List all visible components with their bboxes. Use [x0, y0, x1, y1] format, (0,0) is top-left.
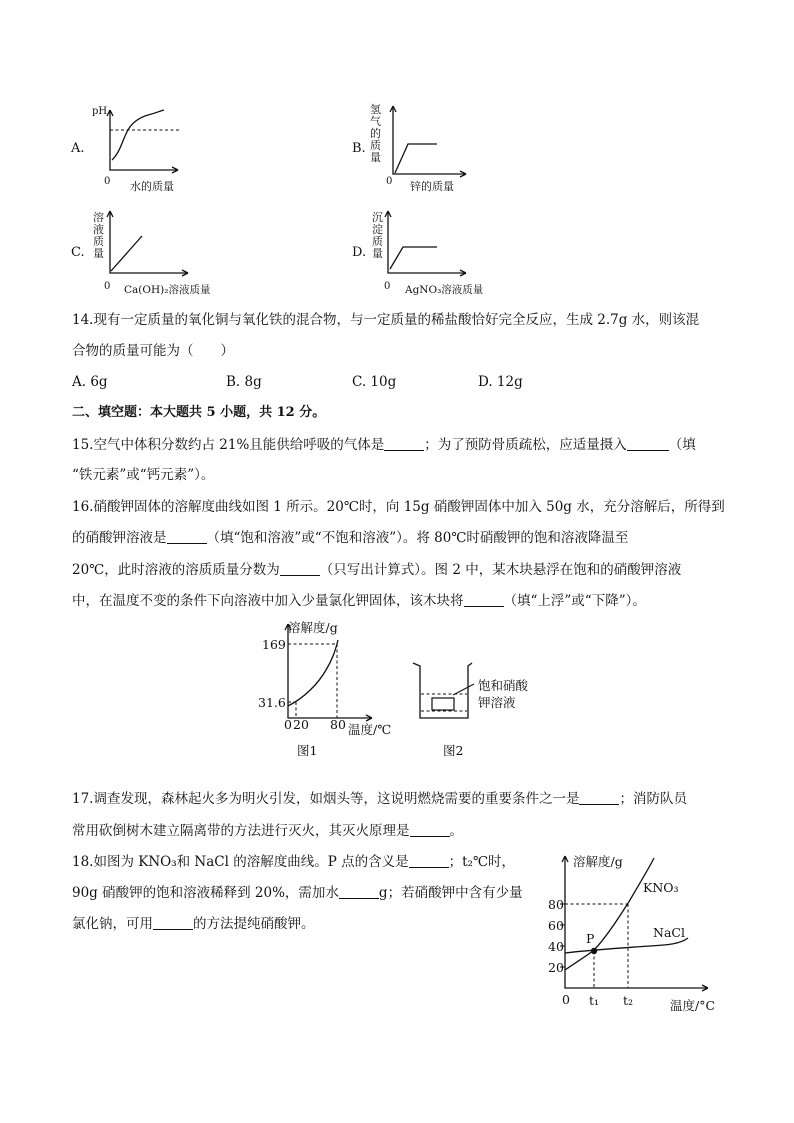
fig1-caption: 图1 — [297, 743, 318, 758]
q14-line2: 合物的质量可能为（ ） — [72, 343, 234, 359]
fig2-caption: 图2 — [443, 743, 464, 758]
q18-series-kno3: KNO₃ — [643, 880, 679, 895]
graph-a-y-label: pH — [92, 106, 108, 117]
q16-blank-2[interactable] — [280, 562, 320, 576]
graph-b-svg — [380, 100, 480, 185]
fig1-x-tick-20: 20 — [293, 717, 309, 732]
q18-origin: 0 — [562, 992, 570, 1007]
q15-blank-1[interactable] — [384, 437, 424, 451]
fig2-label-line2: 钾溶液 — [478, 695, 516, 710]
q18-blank-1[interactable] — [409, 854, 449, 868]
q18-y-title: 溶解度/g — [573, 854, 623, 869]
fig1-y-tick-169: 169 — [262, 637, 286, 652]
q18-blank-2[interactable] — [339, 885, 379, 899]
q16-line2 — [72, 529, 628, 547]
q18-x-tick-t1: t₁ — [589, 993, 600, 1008]
q18-point-p: P — [586, 931, 595, 946]
q18-y-tick-20: 20 — [548, 960, 564, 975]
q18-text-2a: 90g 硝酸钾的饱和溶液稀释到 20%，需加水 — [72, 885, 339, 901]
q16-text-3a: 20℃，此时溶液的溶质质量分数为 — [72, 562, 280, 578]
q14-choice-a[interactable]: A. 6g — [72, 374, 108, 390]
q18-series-nacl: NaCl — [653, 925, 685, 940]
fig1-svg — [280, 620, 390, 730]
fig1-x-tick-0: 0 — [284, 717, 292, 732]
q16-blank-3[interactable] — [464, 593, 504, 607]
graph-b-x-label: 锌的质量 — [410, 180, 454, 193]
q16-text-4a: 中，在温度不变的条件下向溶液中加入少量氯化钾固体，该木块将 — [72, 593, 464, 609]
q18-text-2b: g；若硝酸钾中含有少量 — [378, 885, 523, 901]
q18-y-tick-40: 40 — [548, 939, 564, 954]
q16-line1: 16.硝酸钾固体的溶解度曲线如图 1 所示。20℃时，向 15g 硝酸钾固体中加入 50g 水，充分溶解后，所得到 — [72, 499, 725, 515]
graph-a-origin: 0 — [104, 176, 111, 187]
q14-choice-c[interactable]: C. 10g — [352, 374, 397, 390]
q18-x-tick-t2: t₂ — [623, 993, 634, 1008]
q18-y-tick-80: 80 — [548, 897, 564, 912]
q16-blank-1[interactable] — [167, 530, 207, 544]
graph-b-y-label: 氢气的质量 — [370, 103, 381, 164]
graph-c-origin: 0 — [104, 281, 111, 292]
q14-choice-d[interactable]: D. 12g — [478, 374, 523, 390]
fig2-beaker-svg — [408, 658, 488, 728]
q17-text-1a: 17.调查发现，森林起火多为明火引发，如烟头等，这说明燃烧需要的重要条件之一是 — [72, 791, 580, 807]
q16-line4 — [72, 592, 646, 610]
fig1-x-tick-80: 80 — [330, 717, 346, 732]
q16-text-2a: 的硝酸钾溶液是 — [72, 530, 167, 546]
q15-text-b: ；为了预防骨质疏松，应适量摄入 — [424, 437, 627, 453]
q15-line1 — [72, 436, 696, 454]
q16-text-3b: （只写出计算式）。图 2 中，某木块悬浮在饱和的硝酸钾溶液 — [319, 562, 682, 578]
q17-text-2b: 。 — [449, 823, 463, 839]
q15-line2: “铁元素”或“钙元素”）。 — [72, 467, 215, 483]
q18-line2 — [72, 884, 523, 902]
graph-c-svg — [104, 205, 204, 285]
fig1-x-title: 温度/℃ — [348, 722, 392, 737]
q17-text-2a: 常用砍倒树木建立隔离带的方法进行灭火，其灭火原理是 — [72, 823, 410, 839]
q18-line1 — [72, 853, 515, 871]
graph-d-svg — [382, 205, 482, 285]
option-b-letter: B. — [352, 141, 366, 156]
q18-x-title: 温度/°C — [670, 998, 716, 1013]
q15-text-c: （填 — [668, 437, 696, 453]
fig1-y-tick-31.6: 31.6 — [258, 695, 286, 710]
graph-a-x-label: 水的质量 — [130, 180, 174, 193]
q18-text-1b: ；t₂℃时， — [448, 854, 516, 870]
q18-line3 — [72, 915, 315, 933]
q17-blank-2[interactable] — [410, 823, 450, 837]
option-d-letter: D. — [352, 245, 367, 260]
section-heading: 二、填空题：本大题共 5 小题，共 12 分。 — [72, 405, 326, 420]
q18-text-1a: 18.如图为 KNO₃和 NaCl 的溶解度曲线。P 点的含义是 — [72, 854, 409, 870]
q17-line2 — [72, 822, 463, 840]
fig1-y-title: 溶解度/g — [288, 620, 338, 635]
graph-d-x-label: AgNO₃溶液质量 — [405, 284, 484, 296]
q18-y-tick-60: 60 — [548, 918, 564, 933]
q17-text-1b: ；消防队员 — [619, 791, 687, 807]
graph-c-y-label: 溶液质量 — [93, 211, 104, 260]
q16-text-2b: （填“饱和溶液”或“不饱和溶液”）。将 80℃时硝酸钾的饱和溶液降温至 — [206, 530, 629, 546]
graph-d-origin: 0 — [384, 281, 391, 292]
q14-line1: 14.现有一定质量的氧化铜与氧化铁的混合物，与一定质量的稀盐酸恰好完全反应，生成 2.7g 水，则该混 — [72, 312, 700, 328]
q18-blank-3[interactable] — [153, 916, 193, 930]
q18-text-3b: 的方法提纯硝酸钾。 — [193, 916, 315, 932]
q17-line1 — [72, 790, 687, 808]
q18-text-3a: 氯化钠，可用 — [72, 916, 153, 932]
graph-b-origin: 0 — [386, 176, 393, 187]
q15-blank-2[interactable] — [627, 437, 669, 451]
q16-text-4b: （填“上浮”或“下降”）。 — [503, 593, 646, 609]
q16-line3 — [72, 561, 681, 579]
option-a-letter: A. — [71, 141, 85, 156]
q17-blank-1[interactable] — [579, 791, 619, 805]
fig2-label-line1: 饱和硝酸 — [478, 678, 529, 693]
q18-graph-svg — [540, 850, 740, 1010]
q15-text-a: 15.空气中体积分数约占 21%且能供给呼吸的气体是 — [72, 437, 385, 453]
option-c-letter: C. — [71, 245, 85, 260]
graph-c-x-label: Ca(OH)₂溶液质量 — [124, 284, 211, 296]
graph-d-y-label: 沉淀质量 — [372, 211, 383, 260]
q14-choice-b[interactable]: B. 8g — [226, 374, 262, 390]
